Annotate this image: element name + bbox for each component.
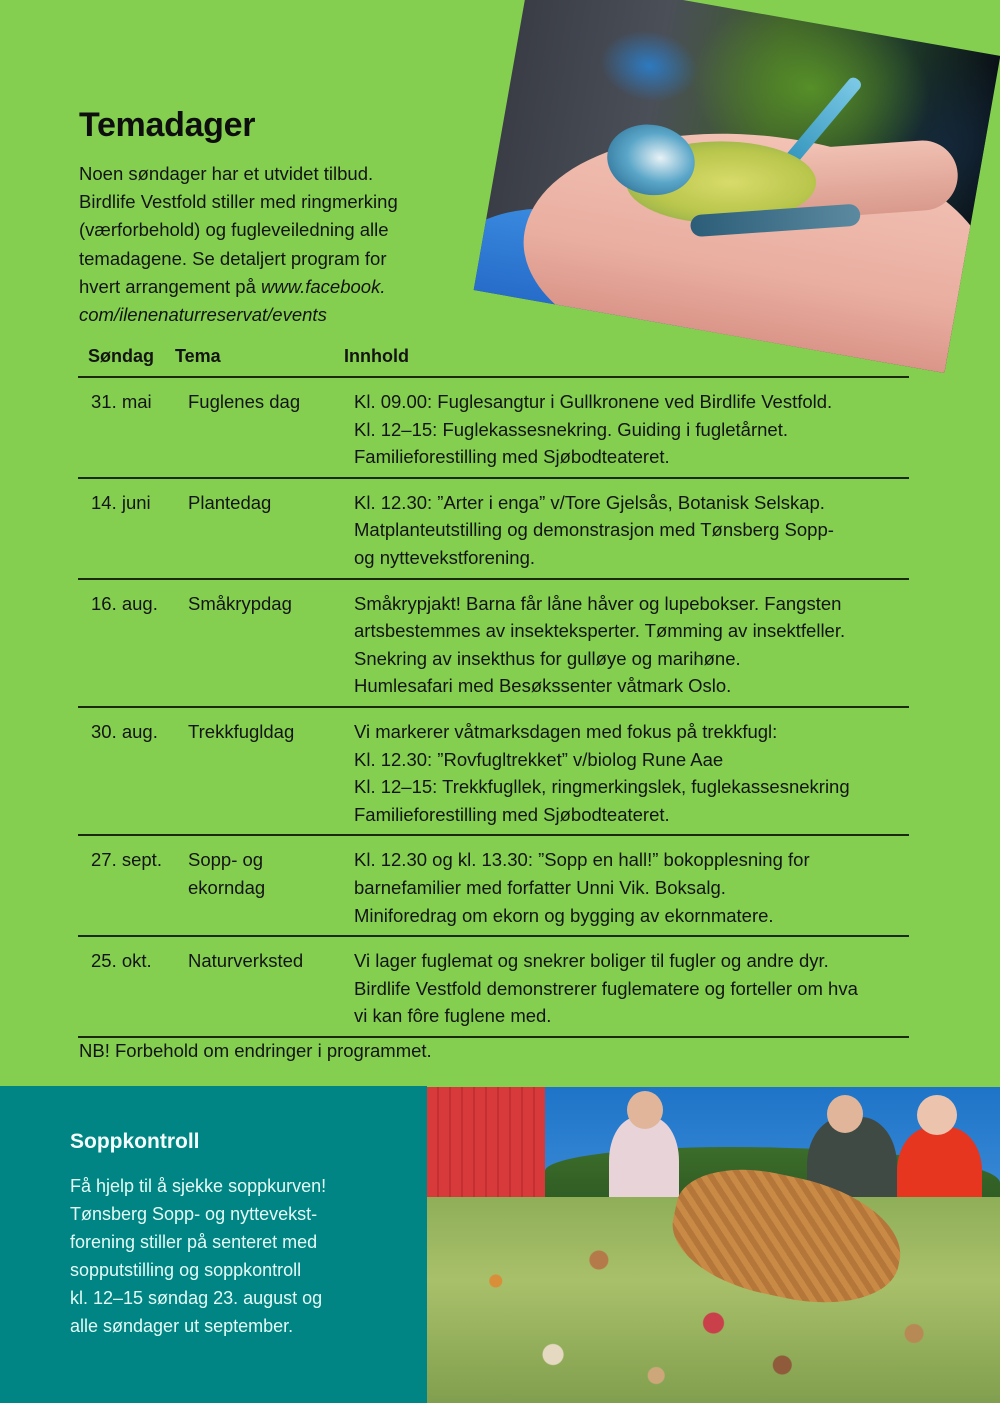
content-line: Kl. 12.30 og kl. 13.30: ”Sopp en hall!” bokopplesning for (354, 849, 810, 871)
content-line: Familieforestilling med Sjøbodteateret. (354, 803, 670, 825)
table-row (78, 479, 909, 580)
content-line: Miniforedrag om ekorn og bygging av ekornmatere. (354, 904, 774, 926)
content-line: Humlesafari med Besøkssenter våtmark Oslo. (354, 675, 732, 697)
mushroom-exhibition-photo (427, 1087, 1000, 1403)
body-line: alle søndager ut september. (70, 1316, 294, 1336)
content-line: Vi markerer våtmarksdagen med fokus på trekkfugl: (354, 720, 778, 742)
intro-line: Birdlife Vestfold stiller med ringmerking (79, 191, 398, 213)
intro-line: hvert arrangement på (79, 275, 262, 297)
row-theme (188, 846, 354, 929)
body-line: Få hjelp til å sjekke soppkurven! (70, 1176, 327, 1196)
row-content (354, 718, 909, 828)
row-date: 25. okt. (91, 950, 152, 972)
content-line: Kl. 12–15: Trekkfugllek, ringmerkingslek, fuglekassesnekring (354, 776, 850, 798)
content-line: og nyttevekstforening. (354, 546, 535, 568)
row-content (354, 388, 909, 471)
content-line: Kl. 12.30: ”Arter i enga” v/Tore Gjelsås, Botanisk Selskap. (354, 491, 825, 513)
body-line: Tønsberg Sopp- og nyttevekst- (70, 1204, 318, 1224)
content-line: Vi lager fuglemat og snekrer boliger til fugler og andre dyr. (354, 950, 829, 972)
row-content (354, 846, 909, 929)
row-content (354, 590, 909, 700)
schedule-table (78, 346, 909, 1038)
soppkontroll-body (70, 1172, 400, 1340)
intro-paragraph (79, 160, 459, 329)
body-line: forening stiller på senteret med (70, 1232, 318, 1252)
row-date: 30. aug. (91, 720, 158, 742)
body-line: sopputstilling og soppkontroll (70, 1260, 302, 1280)
table-row (78, 378, 909, 479)
intro-line: temadagene. Se detaljert program for (79, 247, 387, 269)
facebook-link-part1[interactable]: www.facebook. (261, 275, 386, 297)
theme-line: ekorndag (188, 876, 266, 898)
facebook-link-part2[interactable]: com/ilenenaturreservat/events (79, 304, 327, 326)
table-row (78, 937, 909, 1038)
soppkontroll-section (0, 1086, 427, 1403)
bird-ringing-photo (474, 0, 1000, 373)
photo-person-head (627, 1091, 663, 1129)
row-date: 31. mai (91, 391, 152, 412)
table-row (78, 836, 909, 937)
row-content (354, 489, 909, 572)
row-date: 16. aug. (91, 592, 158, 614)
content-line: Matplanteutstilling og demonstrasjon med Tønsberg Sopp- (354, 519, 834, 541)
content-line: Kl. 12–15: Fuglekassesnekring. Guiding i fugletårnet. (354, 418, 788, 440)
row-theme: Plantedag (188, 491, 272, 513)
soppkontroll-title: Soppkontroll (70, 1130, 200, 1153)
table-row (78, 580, 909, 708)
intro-line: Noen søndager har et utvidet tilbud. (79, 163, 374, 184)
section-title: Temadager (79, 106, 256, 144)
disclaimer-note: NB! Forbehold om endringer i programmet. (79, 1040, 432, 1061)
content-line: artsbestemmes av insekteksperter. Tømming av insektfeller. (354, 620, 846, 642)
row-theme: Trekkfugldag (188, 720, 295, 742)
body-line: kl. 12–15 søndag 23. august og (70, 1288, 323, 1308)
content-line: barnefamilier med forfatter Unni Vik. Boksalg. (354, 876, 726, 898)
row-theme: Fuglenes dag (188, 391, 301, 412)
header-theme: Tema (175, 346, 221, 366)
content-line: Familieforestilling med Sjøbodteateret. (354, 446, 670, 468)
theme-line: Sopp- og (188, 849, 264, 871)
content-line: Kl. 12.30: ”Rovfugltrekket” v/biolog Rune Aae (354, 748, 724, 770)
content-line: Snekring av insekthus for gulløye og marihøne. (354, 647, 741, 669)
table-row (78, 708, 909, 836)
photo-hand (509, 96, 1000, 373)
row-date: 27. sept. (91, 849, 162, 871)
photo-person-head (827, 1095, 863, 1133)
row-theme: Naturverksted (188, 950, 304, 972)
header-content: Innhold (344, 346, 409, 366)
row-content (354, 947, 909, 1030)
photo-person-head (917, 1095, 957, 1135)
content-line: Birdlife Vestfold demonstrerer fuglematere og forteller om hva (354, 977, 858, 999)
intro-line: (værforbehold) og fugleveiledning alle (79, 219, 389, 241)
row-theme: Småkrypdag (188, 592, 292, 614)
header-date: Søndag (88, 346, 154, 366)
row-date: 14. juni (91, 491, 151, 513)
content-line: Kl. 09.00: Fuglesangtur i Gullkronene ved Birdlife Vestfold. (354, 391, 833, 412)
content-line: Småkrypjakt! Barna får låne håver og lupebokser. Fangsten (354, 592, 842, 614)
schedule-header-row (78, 346, 909, 378)
content-line: vi kan fôre fuglene med. (354, 1005, 552, 1027)
